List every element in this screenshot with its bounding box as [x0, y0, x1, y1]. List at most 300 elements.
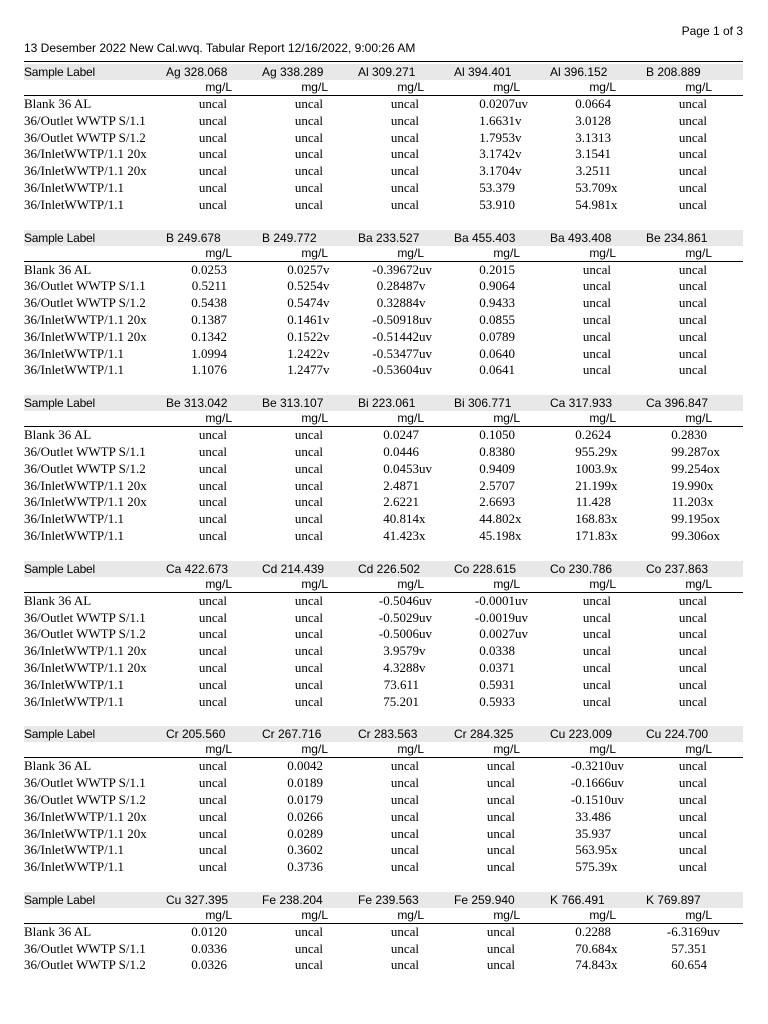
page-number: Page 1 of 3 — [681, 24, 743, 38]
cell-flag: v — [323, 328, 330, 344]
table-cell — [644, 478, 740, 495]
cell-flag: x — [611, 527, 618, 543]
cell-value: uncal — [198, 592, 227, 608]
table-cell — [356, 643, 452, 660]
sample-label: 36/Outlet WWTP S/1.2 — [24, 295, 146, 311]
table-cell — [260, 957, 356, 974]
cell-value: uncal — [294, 129, 323, 145]
cell-value: 168.83 — [575, 511, 611, 527]
unit-label: mg/L — [205, 245, 232, 260]
table-cell — [260, 941, 356, 958]
cell-flag: uv — [419, 261, 432, 277]
table-row — [24, 444, 743, 461]
unit-label: mg/L — [397, 245, 424, 260]
table-cell — [452, 660, 548, 677]
table-cell — [452, 758, 548, 775]
cell-value: uncal — [294, 940, 323, 956]
cell-flag: v — [323, 261, 330, 277]
cell-flag: v — [515, 112, 522, 128]
table-cell — [164, 511, 260, 528]
table-cell — [260, 694, 356, 711]
cell-value: uncal — [198, 676, 227, 692]
analyte-column-header: Ag 328.068 — [166, 65, 228, 79]
cell-flag: uv — [419, 460, 432, 476]
table-cell — [452, 792, 548, 809]
table-cell — [644, 494, 740, 511]
table-cell — [164, 329, 260, 346]
cell-value: 0.1050 — [479, 427, 515, 443]
table-cell — [452, 494, 548, 511]
analyte-column-header: Cu 327.395 — [166, 892, 229, 907]
cell-value: uncal — [198, 112, 227, 128]
sample-label: 36/Outlet WWTP S/1.2 — [24, 791, 146, 807]
cell-value: uncal — [678, 643, 707, 659]
table-row — [24, 758, 743, 775]
table-cell — [164, 295, 260, 312]
cell-value: uncal — [582, 693, 611, 709]
cell-value: uncal — [486, 923, 515, 939]
table-cell — [644, 775, 740, 792]
table-row — [24, 329, 743, 346]
cell-flag: uv — [515, 609, 528, 625]
cell-value: 0.5933 — [479, 693, 515, 709]
cell-value: uncal — [678, 791, 707, 807]
table-cell — [644, 163, 740, 180]
analyte-column-header: Bi 306.771 — [454, 396, 512, 411]
unit-label: mg/L — [589, 80, 616, 94]
cell-value: 0.0247 — [383, 427, 419, 443]
table-row — [24, 130, 743, 147]
cell-value: 0.0027 — [479, 626, 515, 642]
results-tables — [24, 64, 743, 990]
cell-value: uncal — [294, 427, 323, 443]
cell-value: uncal — [294, 477, 323, 493]
cell-value: uncal — [486, 859, 515, 875]
table-cell — [260, 96, 356, 113]
cell-value: uncal — [294, 643, 323, 659]
table-cell — [644, 626, 740, 643]
table-cell — [548, 180, 644, 197]
cell-value: 0.5474 — [287, 295, 323, 311]
cell-value: 0.9433 — [479, 295, 515, 311]
table-cell — [548, 792, 644, 809]
cell-value: uncal — [294, 511, 323, 527]
cell-value: uncal — [582, 328, 611, 344]
cell-value: 1.0994 — [191, 345, 227, 361]
cell-value: uncal — [678, 96, 707, 111]
sample-label: 36/InletWWTP/1.1 — [24, 676, 125, 692]
cell-value: 0.3736 — [287, 859, 323, 875]
table-cell — [452, 941, 548, 958]
sample-label: 36/InletWWTP/1.1 20x — [24, 643, 147, 659]
cell-value: uncal — [198, 842, 227, 858]
cell-value: uncal — [582, 643, 611, 659]
table-cell — [260, 197, 356, 214]
table-cell — [164, 694, 260, 711]
cell-value: 19.990 — [671, 477, 707, 493]
sample-label: 36/InletWWTP/1.1 20x — [24, 494, 147, 510]
table-cell — [356, 593, 452, 610]
cell-value: 0.3602 — [287, 842, 323, 858]
sample-label-header: Sample Label — [24, 727, 95, 742]
table-cell — [452, 593, 548, 610]
analyte-column-header: Cd 226.502 — [358, 561, 421, 576]
table-cell — [644, 792, 740, 809]
cell-value: 57.351 — [671, 940, 707, 956]
unit-label: mg/L — [397, 907, 424, 922]
table-cell — [644, 677, 740, 694]
unit-label: mg/L — [493, 411, 520, 426]
table-cell — [548, 146, 644, 163]
analyte-column-header: Be 234.861 — [646, 230, 708, 245]
unit-label: mg/L — [589, 245, 616, 260]
cell-value: 11.428 — [575, 494, 611, 510]
analyte-column-header: Cr 205.560 — [166, 727, 226, 742]
cell-flag: uv — [419, 626, 432, 642]
table-cell — [356, 262, 452, 279]
cell-value: uncal — [390, 825, 419, 841]
cell-value: -0.39672 — [372, 261, 419, 277]
cell-value: -0.5029 — [378, 609, 419, 625]
cell-value: uncal — [294, 957, 323, 973]
table-cell — [260, 924, 356, 941]
cell-flag: uv — [419, 311, 432, 327]
cell-value: uncal — [390, 940, 419, 956]
cell-value: 3.0128 — [575, 112, 611, 128]
table-cell — [356, 478, 452, 495]
unit-label: mg/L — [301, 80, 328, 94]
cell-value: 73.611 — [383, 676, 419, 692]
cell-value: uncal — [198, 146, 227, 162]
cell-value: uncal — [390, 96, 419, 111]
unit-label: mg/L — [685, 411, 712, 426]
table-cell — [356, 163, 452, 180]
analyte-column-header: K 766.491 — [550, 892, 605, 907]
table-row — [24, 610, 743, 627]
table-cell — [356, 610, 452, 627]
cell-value: uncal — [582, 659, 611, 675]
table-cell — [548, 478, 644, 495]
table-cell — [548, 295, 644, 312]
cell-value: uncal — [678, 758, 707, 774]
unit-label: mg/L — [685, 742, 712, 757]
cell-value: uncal — [678, 179, 707, 195]
cell-flag: uv — [419, 345, 432, 361]
units-row — [24, 411, 743, 427]
cell-flag: x — [611, 179, 618, 195]
cell-value: 0.9409 — [479, 460, 515, 476]
cell-flag: x — [611, 511, 618, 527]
cell-value: 0.0289 — [287, 825, 323, 841]
table-row — [24, 295, 743, 312]
table-cell — [644, 346, 740, 363]
cell-value: uncal — [678, 609, 707, 625]
table-cell — [452, 96, 548, 113]
cell-value: 0.5931 — [479, 676, 515, 692]
table-cell — [260, 826, 356, 843]
table-cell — [452, 694, 548, 711]
cell-value: 0.9064 — [479, 278, 515, 294]
table-cell — [548, 511, 644, 528]
table-cell — [452, 312, 548, 329]
cell-value: uncal — [486, 775, 515, 791]
unit-label: mg/L — [205, 411, 232, 426]
sample-label: 36/Outlet WWTP S/1.2 — [24, 626, 146, 642]
table-cell — [164, 362, 260, 379]
cell-value: 3.1742 — [479, 146, 515, 162]
cell-value: uncal — [294, 693, 323, 709]
cell-value: uncal — [294, 196, 323, 212]
table-cell — [644, 924, 740, 941]
table-cell — [356, 312, 452, 329]
cell-flag: x — [611, 460, 618, 476]
sample-label: 36/InletWWTP/1.1 20x — [24, 146, 147, 162]
table-cell — [452, 180, 548, 197]
cell-value: uncal — [390, 179, 419, 195]
table-cell — [548, 924, 644, 941]
sample-label: 36/InletWWTP/1.1 — [24, 511, 125, 527]
table-cell — [356, 809, 452, 826]
cell-value: uncal — [294, 460, 323, 476]
table-cell — [356, 941, 452, 958]
table-cell — [356, 528, 452, 545]
analyte-column-header: Co 228.615 — [454, 561, 517, 576]
table-cell — [644, 329, 740, 346]
cell-value: -0.0001 — [474, 592, 515, 608]
units-spacer — [24, 908, 164, 923]
cell-value: uncal — [390, 957, 419, 973]
analyte-column-header: Cr 267.716 — [262, 727, 322, 742]
sample-label: 36/InletWWTP/1.1 — [24, 362, 125, 378]
unit-label: mg/L — [685, 245, 712, 260]
block-header-row — [24, 726, 743, 742]
table-cell — [164, 792, 260, 809]
unit-label: mg/L — [205, 742, 232, 757]
cell-value: 0.2830 — [671, 427, 707, 443]
table-cell — [164, 146, 260, 163]
table-cell — [164, 924, 260, 941]
cell-value: 2.6221 — [383, 494, 419, 510]
cell-value: 0.0855 — [479, 311, 515, 327]
cell-flag: uv — [419, 328, 432, 344]
cell-value: uncal — [678, 146, 707, 162]
table-cell — [452, 842, 548, 859]
cell-value: uncal — [582, 261, 611, 277]
table-cell — [260, 643, 356, 660]
table-cell — [548, 842, 644, 859]
cell-value: 1.1076 — [191, 362, 227, 378]
table-cell — [548, 163, 644, 180]
analyte-column-header: Ba 233.527 — [358, 230, 420, 245]
units-row — [24, 577, 743, 593]
analyte-column-header: K 769.897 — [646, 892, 701, 907]
cell-flag: x — [515, 511, 522, 527]
analyte-column-header: Ca 396.847 — [646, 396, 709, 411]
table-cell — [644, 610, 740, 627]
table-cell — [548, 694, 644, 711]
cell-value: uncal — [582, 345, 611, 361]
units-row — [24, 246, 743, 262]
block-header-row — [24, 64, 743, 80]
table-row — [24, 511, 743, 528]
table-cell — [164, 444, 260, 461]
cell-flag: v — [323, 362, 330, 378]
table-cell — [548, 826, 644, 843]
cell-value: 0.1342 — [191, 328, 227, 344]
table-cell — [164, 677, 260, 694]
cell-value: uncal — [582, 592, 611, 608]
table-cell — [260, 163, 356, 180]
cell-value: uncal — [198, 477, 227, 493]
cell-value: 0.0336 — [191, 940, 227, 956]
table-cell — [644, 660, 740, 677]
cell-value: uncal — [198, 626, 227, 642]
table-cell — [356, 660, 452, 677]
table-cell — [644, 444, 740, 461]
unit-label: mg/L — [301, 742, 328, 757]
unit-label: mg/L — [301, 411, 328, 426]
cell-value: uncal — [390, 129, 419, 145]
cell-value: uncal — [486, 842, 515, 858]
unit-label: mg/L — [685, 907, 712, 922]
table-row — [24, 626, 743, 643]
cell-value: uncal — [582, 278, 611, 294]
cell-value: 1.6631 — [479, 112, 515, 128]
table-cell — [644, 694, 740, 711]
table-cell — [548, 461, 644, 478]
table-row — [24, 677, 743, 694]
cell-value: 0.0042 — [287, 758, 323, 774]
table-cell — [164, 842, 260, 859]
table-cell — [548, 593, 644, 610]
cell-value: 0.0266 — [287, 808, 323, 824]
table-cell — [164, 262, 260, 279]
cell-value: uncal — [678, 196, 707, 212]
cell-value: 171.83 — [575, 527, 611, 543]
cell-value: uncal — [678, 592, 707, 608]
cell-value: uncal — [678, 693, 707, 709]
analyte-column-header: Ba 493.408 — [550, 230, 612, 245]
cell-value: -0.5046 — [378, 592, 419, 608]
table-cell — [452, 826, 548, 843]
unit-label: mg/L — [301, 907, 328, 922]
table-row — [24, 427, 743, 444]
table-cell — [644, 528, 740, 545]
analyte-column-header: Be 313.107 — [262, 396, 324, 411]
table-cell — [452, 130, 548, 147]
table-cell — [356, 461, 452, 478]
cell-value: uncal — [294, 676, 323, 692]
table-cell — [452, 677, 548, 694]
unit-label: mg/L — [685, 576, 712, 591]
analyte-block — [24, 561, 743, 711]
cell-value: 53.379 — [479, 179, 515, 195]
table-cell — [356, 626, 452, 643]
cell-value: uncal — [198, 443, 227, 459]
table-row — [24, 528, 743, 545]
cell-value: -0.5006 — [378, 626, 419, 642]
sample-label: 36/InletWWTP/1.1 20x — [24, 328, 147, 344]
table-cell — [452, 262, 548, 279]
cell-flag: v — [323, 311, 330, 327]
cell-value: 99.287 — [671, 443, 707, 459]
table-cell — [260, 295, 356, 312]
unit-label: mg/L — [397, 411, 424, 426]
cell-flag: x — [419, 511, 426, 527]
sample-label: Blank 36 AL — [24, 923, 92, 939]
block-header-row — [24, 892, 743, 908]
cell-value: uncal — [390, 196, 419, 212]
cell-value: 54.981 — [575, 196, 611, 212]
table-cell — [260, 494, 356, 511]
unit-label: mg/L — [493, 80, 520, 94]
table-cell — [548, 113, 644, 130]
unit-label: mg/L — [397, 80, 424, 94]
analyte-column-header: Al 309.271 — [358, 65, 416, 79]
cell-value: 0.1461 — [287, 311, 323, 327]
cell-value: uncal — [198, 527, 227, 543]
sample-label: 36/Outlet WWTP S/1.1 — [24, 443, 146, 459]
table-cell — [260, 626, 356, 643]
cell-flag: v — [515, 163, 522, 179]
sample-label-header: Sample Label — [24, 65, 95, 79]
table-cell — [356, 180, 452, 197]
unit-label: mg/L — [589, 576, 616, 591]
cell-value: uncal — [678, 808, 707, 824]
cell-flag: uv — [419, 609, 432, 625]
table-cell — [260, 427, 356, 444]
cell-value: 74.843 — [575, 957, 611, 973]
analyte-column-header: Ca 422.673 — [166, 561, 229, 576]
cell-value: uncal — [198, 693, 227, 709]
cell-value: 0.0640 — [479, 345, 515, 361]
table-cell — [260, 278, 356, 295]
table-row — [24, 262, 743, 279]
cell-value: uncal — [582, 362, 611, 378]
table-cell — [644, 842, 740, 859]
table-cell — [548, 941, 644, 958]
table-row — [24, 346, 743, 363]
table-cell — [452, 346, 548, 363]
table-cell — [644, 262, 740, 279]
table-cell — [548, 362, 644, 379]
table-cell — [452, 643, 548, 660]
table-cell — [356, 329, 452, 346]
table-cell — [356, 362, 452, 379]
table-row — [24, 461, 743, 478]
table-cell — [356, 278, 452, 295]
cell-value: uncal — [294, 494, 323, 510]
sample-label-header: Sample Label — [24, 892, 95, 907]
cell-value: uncal — [582, 609, 611, 625]
table-cell — [356, 197, 452, 214]
table-cell — [356, 842, 452, 859]
sample-label: 36/InletWWTP/1.1 20x — [24, 311, 147, 327]
table-cell — [164, 494, 260, 511]
table-cell — [356, 859, 452, 876]
table-row — [24, 197, 743, 214]
cell-value: 0.0120 — [191, 923, 227, 939]
sample-label: 36/InletWWTP/1.1 — [24, 179, 125, 195]
sample-label: 36/Outlet WWTP S/1.2 — [24, 129, 146, 145]
table-cell — [644, 146, 740, 163]
units-spacer — [24, 411, 164, 426]
cell-value: uncal — [678, 328, 707, 344]
cell-value: uncal — [198, 163, 227, 179]
table-row — [24, 278, 743, 295]
table-cell — [356, 758, 452, 775]
table-cell — [452, 957, 548, 974]
